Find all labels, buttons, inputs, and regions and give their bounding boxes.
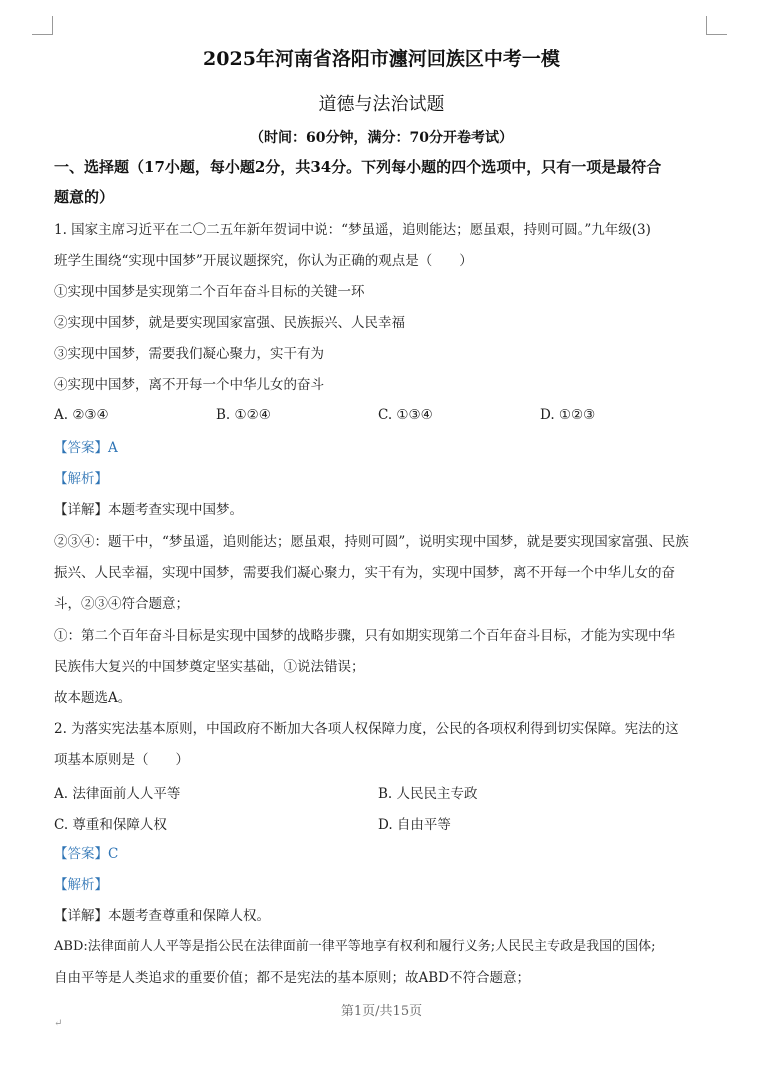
q1-explanation-line5: 民族伟大复兴的中国梦奠定坚实基础，①说法错误； [54,659,365,675]
exam-info: （时间：60分钟，满分：70分开卷考试） [250,130,513,146]
q2-option-a: A. 法律面前人人平等 [54,786,181,802]
q1-detail: 【详解】本题考查实现中国梦。 [54,502,243,518]
crop-mark-top-right [706,16,727,35]
q2-option-b: B. 人民民主专政 [378,786,478,802]
q1-option-b: B. ①②④ [216,407,271,423]
q1-statement-1: ①实现中国梦是实现第二个百年奋斗目标的关键一环 [54,284,365,300]
page-number: 第1页/共15页 [340,1004,423,1019]
q1-answer: 【答案】A [54,440,118,456]
q2-explanation-line2: 自由平等是人类追求的重要价值；都不是宪法的基本原则；故ABD不符合题意； [54,970,530,986]
section-heading-line1: 一、选择题（17小题，每小题2分，共34分。下列每小题的四个选项中，只有一项是最符合 [54,158,662,176]
q2-stem-line1: 2. 为落实宪法基本原则，中国政府不断加大各项人权保障力度，公民的各项权利得到切实保障。宪法的这 [54,721,679,737]
q1-option-c: C. ①③④ [378,407,433,423]
q1-explanation-line1: ②③④：题干中，“梦虽遥，追则能达；愿虽艰，持则可圆”，说明实现中国梦，就是要实现国家富强、民族 [54,534,689,550]
q2-detail: 【详解】本题考查尊重和保障人权。 [54,908,270,924]
q1-option-a: A. ②③④ [54,407,109,423]
q1-stem-line1: 1. 国家主席习近平在二〇二五年新年贺词中说：“梦虽遥，追则能达；愿虽艰，持则可圆。”九年级(3) [54,222,651,238]
q1-stem-line2: 班学生围绕“实现中国梦”开展议题探究，你认为正确的观点是（ ） [54,253,473,269]
q1-statement-2: ②实现中国梦，就是要实现国家富强、民族振兴、人民幸福 [54,315,405,331]
crop-mark-top-left [32,16,53,35]
q2-option-c: C. 尊重和保障人权 [54,817,167,833]
q1-analysis-label: 【解析】 [54,471,108,487]
q1-conclusion: 故本题选A。 [54,690,132,706]
q2-analysis-label: 【解析】 [54,877,108,893]
q1-statement-3: ③实现中国梦，需要我们凝心聚力，实干有为 [54,346,324,362]
q1-option-d: D. ①②③ [540,407,596,423]
exam-subject: 道德与法治试题 [318,94,445,115]
q1-explanation-line3: 斗，②③④符合题意； [54,596,189,612]
q2-stem-line2: 项基本原则是（ ） [54,752,189,768]
q2-explanation-line1: ABD:法律面前人人平等是指公民在法律面前一律平等地享有权利和履行义务;人民民主专政是我国的国体; [54,939,656,954]
q2-answer: 【答案】C [54,846,119,862]
q2-option-d: D. 自由平等 [378,817,451,833]
q1-explanation-line2: 振兴、人民幸福，实现中国梦，需要我们凝心聚力，实干有为，实现中国梦，离不开每一个中华儿女的奋 [54,565,675,581]
q1-explanation-line4: ①：第二个百年奋斗目标是实现中国梦的战略步骤，只有如期实现第二个百年奋斗目标，才能为实现中华 [54,628,675,644]
section-heading-line2: 题意的） [54,188,115,206]
paragraph-mark-icon: ↵ [54,1018,63,1029]
q1-statement-4: ④实现中国梦，离不开每一个中华儿女的奋斗 [54,377,324,393]
exam-title: 2025年河南省洛阳市瀍河回族区中考一模 [203,48,560,70]
